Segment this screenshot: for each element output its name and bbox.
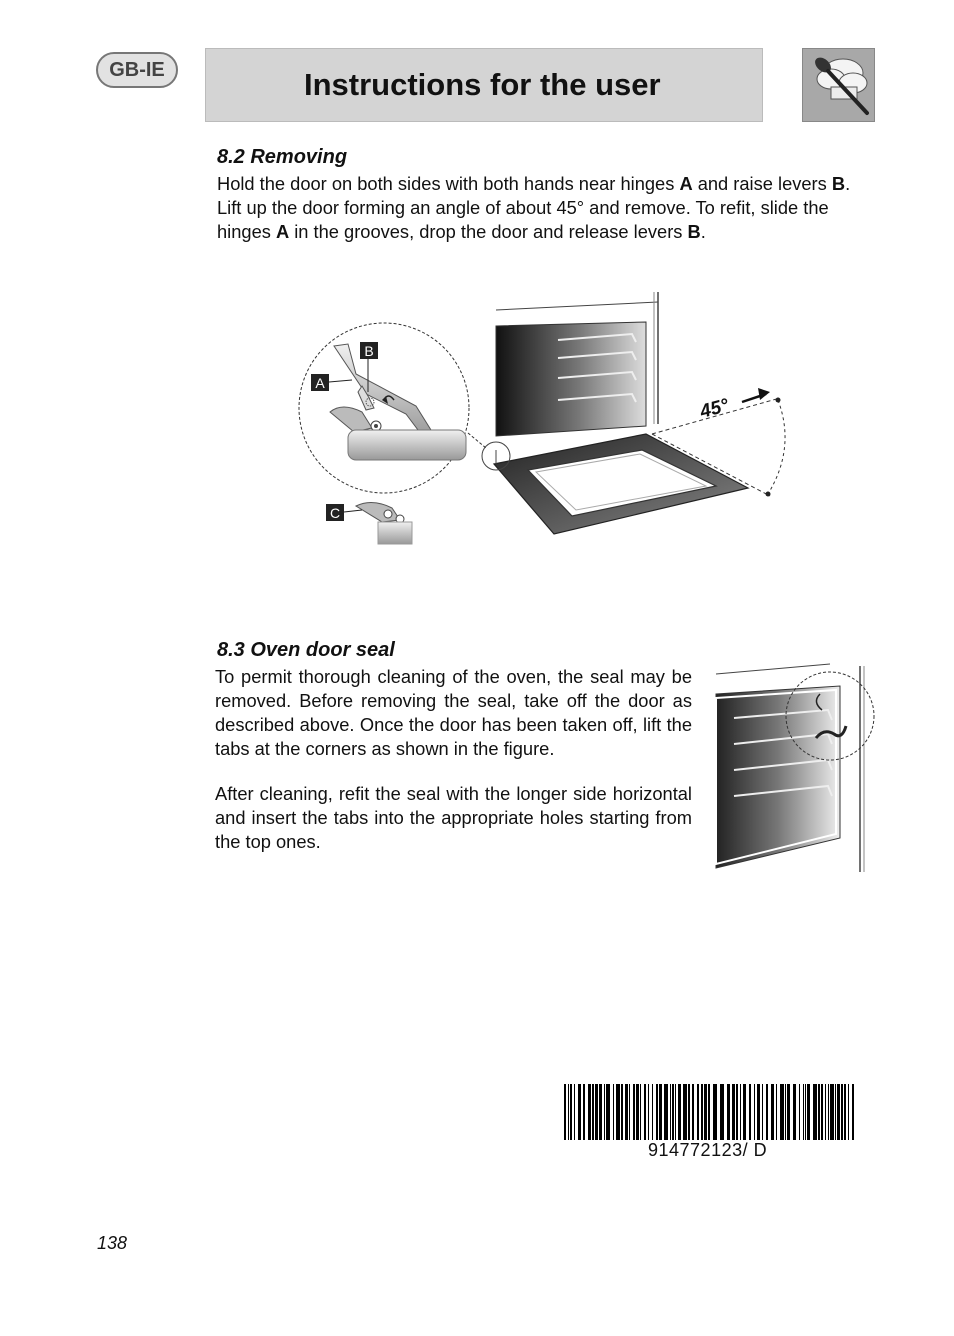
text-run: and raise levers bbox=[692, 173, 832, 194]
bold-reference: B bbox=[687, 221, 701, 242]
language-badge: GB-IE bbox=[96, 52, 178, 88]
figure-label-c: C bbox=[329, 505, 341, 521]
page-header bbox=[205, 48, 763, 122]
figure-label-b: B bbox=[364, 343, 374, 359]
bold-reference: A bbox=[275, 221, 290, 242]
page-title: Instructions for the user bbox=[304, 67, 661, 102]
section-title-removing: 8.2 Removing bbox=[217, 146, 348, 168]
text-run: . bbox=[700, 221, 706, 242]
bold-reference: A bbox=[679, 173, 693, 194]
page-number: 138 bbox=[97, 1233, 128, 1253]
section-title-oven-door-seal: 8.3 Oven door seal bbox=[217, 639, 395, 661]
seal-paragraph-1: To permit thorough cleaning of the oven, the seal may be removed. Before removing the seal, take off the door as described above. Once the door has been taken off, lift the tabs at the corners as shown in the figure. bbox=[215, 666, 692, 759]
text-run: . Lift up the door forming an angle of about 45° and remove. To refit, slide the hinges bbox=[217, 173, 851, 242]
text-run: Hold the door on both sides with both hands near hinges bbox=[217, 173, 680, 194]
door-removal-figure bbox=[296, 288, 796, 550]
chef-spoon-icon bbox=[802, 48, 875, 122]
barcode bbox=[564, 1084, 857, 1140]
bold-reference: B bbox=[831, 173, 846, 194]
text-run: in the grooves, drop the door and release levers bbox=[289, 221, 688, 242]
door-seal-figure bbox=[712, 662, 880, 874]
barcode-number: 914772123/ D bbox=[648, 1140, 768, 1160]
removing-instructions bbox=[217, 172, 877, 244]
seal-paragraph-2: After cleaning, refit the seal with the longer side horizontal and insert the tabs into the appropriate holes starting from the top ones. bbox=[215, 783, 692, 852]
angle-label: 45° bbox=[697, 395, 732, 423]
figure-label-a: A bbox=[315, 375, 325, 391]
